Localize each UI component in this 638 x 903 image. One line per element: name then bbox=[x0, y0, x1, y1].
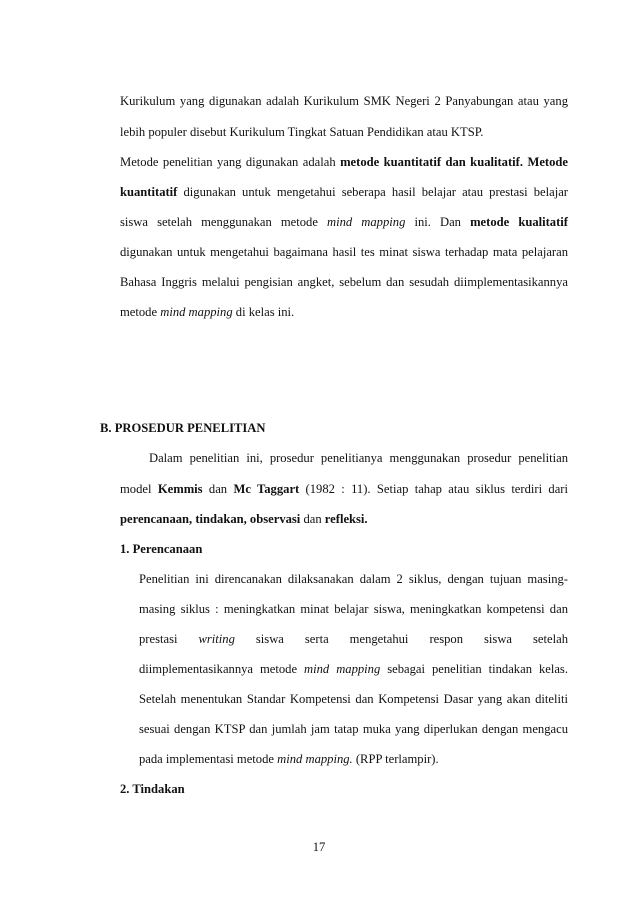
subsection-heading: 2. Tindakan bbox=[120, 782, 185, 796]
paragraph-line: Kurikulum yang digunakan adalah Kurikulum SMK Negeri 2 Panyabungan atau yang bbox=[120, 94, 568, 108]
subsection-heading: 1. Perencanaan bbox=[120, 542, 203, 556]
paragraph-line: Bahasa Inggris melalui pengisian angket, sebelum dan sesudah diimplementasikannya bbox=[120, 275, 568, 289]
paragraph-line: digunakan untuk mengetahui bagaimana hasil tes minat siswa terhadap mata pelajaran bbox=[120, 245, 568, 259]
paragraph-line: perencanaan, tindakan, observasi dan refleksi. bbox=[120, 512, 368, 526]
paragraph-line: masing siklus : meningkatkan minat belajar siswa, meningkatkan kompetensi dan bbox=[139, 602, 568, 616]
page-number: 17 bbox=[312, 840, 326, 854]
paragraph-line: Penelitian ini direncanakan dilaksanakan dalam 2 siklus, dengan tujuan masing- bbox=[139, 572, 568, 586]
paragraph-line: sesuai dengan KTSP dan jumlah jam tatap muka yang diperlukan dengan mengacu bbox=[139, 722, 568, 736]
paragraph-line: lebih populer disebut Kurikulum Tingkat Satuan Pendidikan atau KTSP. bbox=[120, 125, 484, 139]
paragraph-line: Metode penelitian yang digunakan adalah metode kuantitatif dan kualitatif. Metode bbox=[120, 155, 568, 169]
paragraph-line: siswa setelah menggunakan metode mind mapping ini. Dan metode kualitatif bbox=[120, 215, 568, 229]
paragraph-line: prestasi writing siswa serta mengetahui respon siswa setelah bbox=[139, 632, 568, 646]
section-heading: B. PROSEDUR PENELITIAN bbox=[100, 421, 266, 435]
paragraph-line: kuantitatif digunakan untuk mengetahui seberapa hasil belajar atau prestasi belajar bbox=[120, 185, 568, 199]
paragraph-line: model Kemmis dan Mc Taggart (1982 : 11). Setiap tahap atau siklus terdiri dari bbox=[120, 482, 568, 496]
paragraph-line: pada implementasi metode mind mapping. (RPP terlampir). bbox=[139, 752, 439, 766]
paragraph-line: metode mind mapping di kelas ini. bbox=[120, 305, 295, 319]
paragraph-line: Setelah menentukan Standar Kompetensi dan Kompetensi Dasar yang akan diteliti bbox=[139, 692, 568, 706]
paragraph-line: diimplementasikannya metode mind mapping sebagai penelitian tindakan kelas. bbox=[139, 662, 568, 676]
paragraph-line: Dalam penelitian ini, prosedur penelitianya menggunakan prosedur penelitian bbox=[149, 451, 568, 465]
